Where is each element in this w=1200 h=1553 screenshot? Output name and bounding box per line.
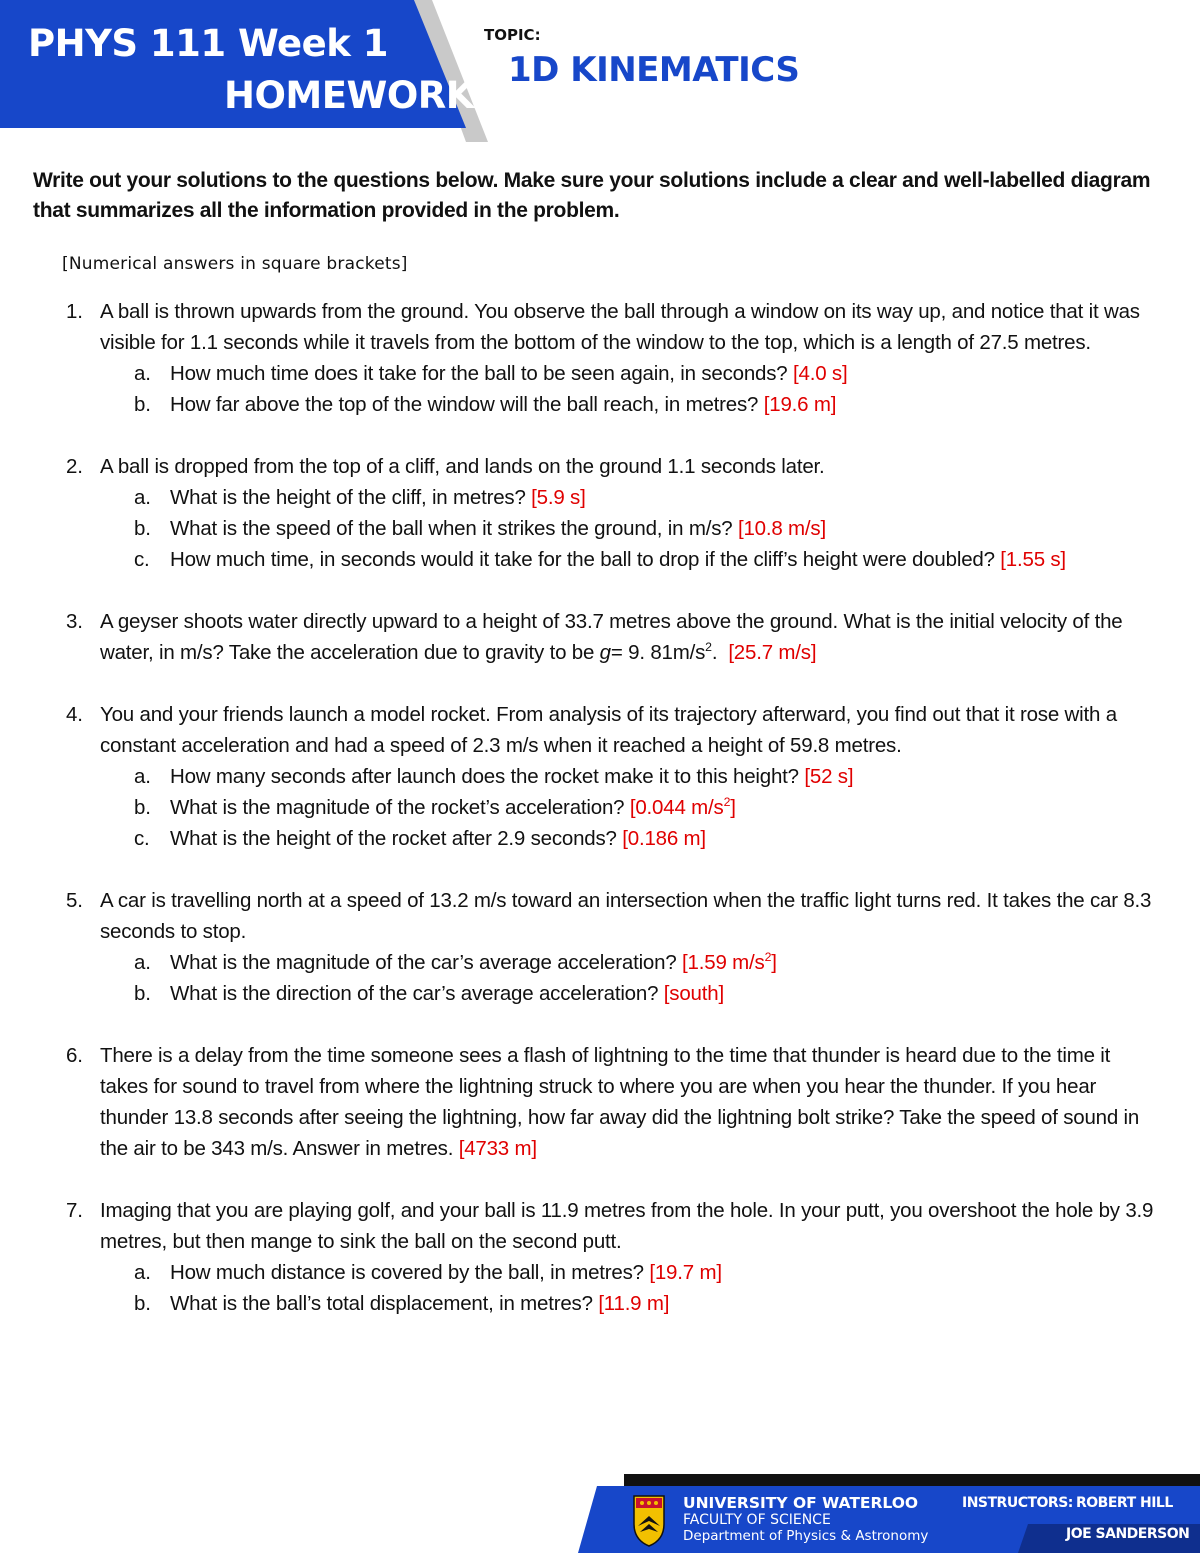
question-text: Imaging that you are playing golf, and your ball is 11.9 metres from the hole. In your putt, you overshoot the hole by 3.9 metres, but then mange to sink the ball on the second putt.: [100, 1199, 1154, 1253]
question-text-part: There is a delay from the time someone sees a flash of lightning to the time that thunder is heard due to the time it takes for sound to travel from where the lightning struck to where you are when you hear the thunder. If you hear thunder 13.8 seconds after seeing the lightning, how far away did the lightning bolt strike? Take the speed of sound in the air to be 343 m/s. Answer in metres.: [100, 1044, 1140, 1160]
question-text-part: .: [711, 641, 718, 664]
sub-question-text: What is the magnitude of the car’s average acceleration?: [170, 951, 677, 974]
faculty-name: FACULTY OF SCIENCE: [683, 1512, 831, 1528]
sub-question-label: a.: [134, 951, 151, 974]
answers-note: [Numerical answers in square brackets]: [62, 254, 408, 274]
question-number: 1.: [66, 300, 83, 323]
sub-question-text: How much time does it take for the ball to be seen again, in seconds?: [170, 362, 788, 385]
sub-question: [100, 761, 1160, 792]
sub-question-text: How far above the top of the window will the ball reach, in metres?: [170, 393, 759, 416]
sub-question-text: What is the speed of the ball when it strikes the ground, in m/s?: [170, 517, 733, 540]
question-text: A car is travelling north at a speed of 13.2 m/s toward an intersection when the traffic light turns red. It takes the car 8.3 seconds to stop.: [100, 889, 1152, 943]
question-text: You and your friends launch a model rocket. From analysis of its trajectory afterward, you find out that it rose with a constant acceleration and had a speed of 2.3 m/s when it reached a height of 59.8 metres.: [100, 703, 1117, 757]
sub-question: [100, 1257, 1160, 1288]
sub-question-label: c.: [134, 827, 150, 850]
answer: [south]: [663, 982, 724, 1005]
question-text-part: A geyser shoots water directly upward to a height of 33.7 metres above the ground. What is the initial velocity of the water, in m/s? Take the acceleration due to gravity to be: [100, 610, 1123, 664]
question-number: 3.: [66, 610, 83, 633]
question-text: [100, 1040, 1160, 1164]
answer-part: ]: [730, 796, 736, 819]
university-crest-icon: [634, 1496, 664, 1546]
sub-question-label: b.: [134, 517, 151, 540]
answer: [25.7 m/s]: [728, 641, 817, 664]
answer: [52 s]: [804, 765, 854, 788]
sub-question: [100, 978, 1160, 1009]
question-number: 6.: [66, 1044, 83, 1067]
question-5: [0, 885, 1160, 1009]
sub-question-text: What is the height of the cliff, in metres?: [170, 486, 526, 509]
answer-part: ]: [771, 951, 777, 974]
question-number: 2.: [66, 455, 83, 478]
answer: [4733 m]: [458, 1137, 537, 1160]
footer-banner: [0, 1474, 1200, 1553]
question-number: 4.: [66, 703, 83, 726]
sub-question-label: b.: [134, 1292, 151, 1315]
instructors-label: INSTRUCTORS:: [962, 1495, 1073, 1511]
instructor-name: JOE SANDERSON: [1066, 1526, 1190, 1542]
sub-question-label: a.: [134, 1261, 151, 1284]
topic-title: 1D KINEMATICS: [508, 50, 800, 90]
answer: [5.9 s]: [531, 486, 586, 509]
question-text: A ball is thrown upwards from the ground. You observe the ball through a window on its way up, and notice that it was visible for 1.1 seconds while it travels from the bottom of the window to the top, which is a length of 27.5 metres.: [100, 300, 1140, 354]
question-text: [100, 606, 1160, 668]
sub-question-text: How many seconds after launch does the rocket make it to this height?: [170, 765, 799, 788]
answer: [682, 951, 777, 974]
exponent: 2: [705, 640, 712, 655]
answer: [4.0 s]: [793, 362, 848, 385]
sub-question: [100, 358, 1160, 389]
answer: [11.9 m]: [598, 1292, 670, 1315]
question-3: [0, 606, 1160, 668]
course-title: PHYS 111 Week 1: [28, 22, 388, 65]
sub-question: [100, 482, 1160, 513]
question-number: 7.: [66, 1199, 83, 1222]
assignment-title: HOMEWORK: [224, 74, 474, 117]
sub-question: [100, 1288, 1160, 1319]
exponent: 2: [764, 950, 772, 965]
sub-question: [100, 823, 1160, 854]
sub-question-text: What is the height of the rocket after 2.9 seconds?: [170, 827, 617, 850]
gravity-symbol: g: [599, 641, 611, 664]
instructions: Write out your solutions to the questions below. Make sure your solutions include a clear and well-labelled diagram that summarizes all the information provided in the problem.: [33, 169, 1151, 222]
sub-question: [100, 544, 1160, 575]
sub-question-text: How much distance is covered by the ball, in metres?: [170, 1261, 644, 1284]
instructor-name: ROBERT HILL: [1076, 1495, 1173, 1511]
sub-question-label: b.: [134, 393, 151, 416]
answer-part: [1.59 m/s: [682, 951, 765, 974]
question-list: [0, 296, 1200, 1350]
sub-question-text: What is the direction of the car’s average acceleration?: [170, 982, 659, 1005]
question-text-part: = 9. 81m/s: [610, 641, 706, 664]
question-7: [0, 1195, 1160, 1319]
sub-question: [100, 792, 1160, 823]
topic-label: TOPIC:: [484, 26, 541, 44]
sub-question: [100, 947, 1160, 978]
question-1: [0, 296, 1160, 420]
answer-part: [0.044 m/s: [629, 796, 724, 819]
answer: [19.6 m]: [763, 393, 837, 416]
question-6: [0, 1040, 1160, 1164]
sub-question-label: c.: [134, 548, 150, 571]
sub-question-label: b.: [134, 796, 151, 819]
department-name: Department of Physics & Astronomy: [683, 1528, 929, 1544]
answer: [630, 796, 736, 819]
question-number: 5.: [66, 889, 83, 912]
answer: [0.186 m]: [622, 827, 706, 850]
question-2: [0, 451, 1160, 575]
answer: [10.8 m/s]: [737, 517, 826, 540]
sub-question-label: a.: [134, 765, 151, 788]
sub-question-text: What is the ball’s total displacement, in metres?: [170, 1292, 593, 1315]
exponent: 2: [723, 795, 731, 810]
sub-question: [100, 389, 1160, 420]
answer: [19.7 m]: [649, 1261, 722, 1284]
answer: [1.55 s]: [1000, 548, 1066, 571]
sub-question: [100, 513, 1160, 544]
sub-question-text: What is the magnitude of the rocket’s acceleration?: [170, 796, 625, 819]
question-text: A ball is dropped from the top of a cliff, and lands on the ground 1.1 seconds later.: [100, 455, 825, 478]
university-name: UNIVERSITY OF WATERLOO: [683, 1494, 919, 1512]
sub-question-label: b.: [134, 982, 151, 1005]
sub-question-text: How much time, in seconds would it take for the ball to drop if the cliff’s height were doubled?: [170, 548, 995, 571]
question-4: [0, 699, 1160, 854]
sub-question-label: a.: [134, 486, 151, 509]
sub-question-label: a.: [134, 362, 151, 385]
